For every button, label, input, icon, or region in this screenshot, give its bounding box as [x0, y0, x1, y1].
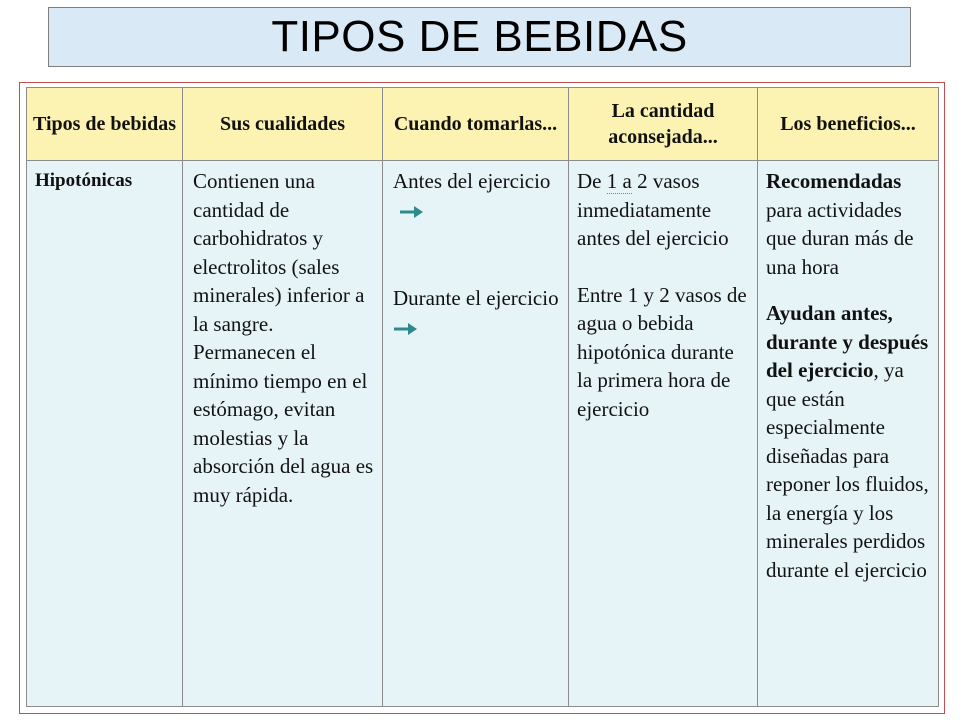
- header-cuando: Cuando tomarlas...: [383, 88, 569, 161]
- beneficio-recomendadas-text: para actividades que duran más de una hora: [766, 197, 914, 279]
- cantidad-antes-rest: 2 vasos inmediatamente antes del ejercicio: [577, 169, 729, 250]
- cell-tipo: [27, 161, 183, 707]
- cell-beneficios: [758, 161, 939, 707]
- cell-cuando: [383, 161, 569, 707]
- cuando-durante: [393, 284, 564, 341]
- cantidad-durante: Entre 1 y 2 vasos de agua o bebida hipotónica durante la primera hora de ejercicio: [577, 282, 747, 421]
- cuando-antes: [393, 167, 564, 224]
- page-title: TIPOS DE BEBIDAS: [271, 12, 688, 61]
- tipo-label: Hipotónicas: [35, 170, 133, 191]
- header-cantidad: La cantidad aconsejada...: [569, 88, 758, 161]
- header-tipos: Tipos de bebidas: [27, 88, 183, 161]
- table-frame: [19, 82, 945, 714]
- beneficio-recomendadas: [766, 167, 936, 281]
- arrow-right-icon: [393, 321, 419, 337]
- title-box: [48, 7, 911, 67]
- cantidad-antes-underlined: 1 a: [606, 169, 632, 193]
- beneficio-ayudan-bold: Ayudan antes, durante y después del ejercicio: [766, 301, 929, 382]
- beneficio-ayudan: [766, 299, 936, 584]
- table-header-row: [27, 88, 939, 161]
- cualidades-text: Contienen una cantidad de carbohidratos y electrolitos (sales minerales) inferior a la sangre. Permanecen el mínimo tiempo en el estómago, evitan molestias y la absorción del agua es muy rápida.: [193, 169, 374, 507]
- header-cualidades: Sus cualidades: [183, 88, 383, 161]
- cell-cualidades: [183, 161, 383, 707]
- cantidad-antes-part: De: [577, 169, 607, 193]
- beneficio-recomendadas-bold: Recomendadas: [766, 169, 902, 193]
- cantidad-antes: [577, 167, 753, 253]
- cuando-durante-text: Durante el ejercicio: [393, 286, 559, 310]
- arrow-right-icon: [399, 204, 425, 220]
- table-row: [27, 161, 939, 707]
- cuando-antes-text: Antes del ejercicio: [393, 169, 551, 193]
- cell-cantidad: [569, 161, 758, 707]
- drinks-table: [26, 87, 939, 707]
- beneficio-ayudan-text: , ya que están especialmente diseñadas para reponer los fluidos, la energía y los minerales perdidos durante el ejercicio: [766, 358, 929, 582]
- header-beneficios: Los beneficios...: [758, 88, 939, 161]
